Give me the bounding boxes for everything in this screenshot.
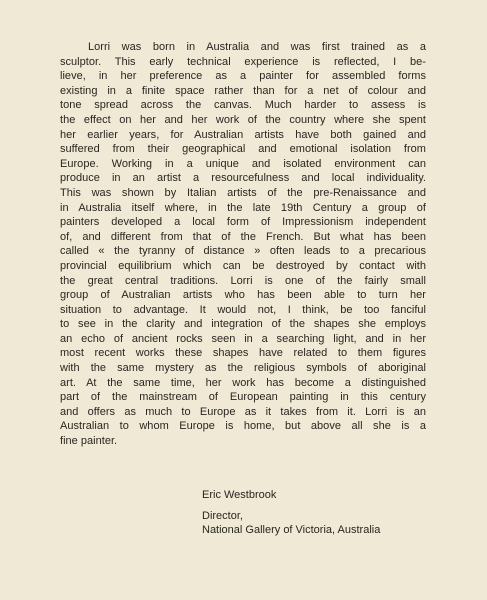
paragraph-line: existing in a finite space rather than for a net of colour and bbox=[60, 84, 426, 97]
paragraph-line: Europe. Working in a unique and isolated environment can bbox=[60, 157, 426, 170]
paragraph-line: the great central traditions. Lorri is one of the fairly small bbox=[60, 274, 426, 287]
signature-institution: National Gallery of Victoria, Australia bbox=[202, 524, 381, 537]
paragraph-line: most recent works these shapes have related to them figures bbox=[60, 347, 426, 360]
paragraph-line: to see in the clarity and integration of the shapes she employs bbox=[60, 318, 426, 331]
paragraph-line: of, and different from that of the French. But what has been bbox=[60, 230, 426, 243]
paragraph-line: group of Australian artists who has been able to turn her bbox=[60, 289, 426, 302]
paragraph-line: situation to advantage. It would not, I think, be too fanciful bbox=[60, 303, 426, 316]
signature-name: Eric Westbrook bbox=[202, 489, 277, 501]
paragraph-line: art. At the same time, her work has become a distinguished bbox=[60, 376, 426, 389]
paragraph-line: called « the tyranny of distance » often leads to a precarious bbox=[60, 245, 426, 258]
paragraph-line: This was shown by Italian artists of the pre-Renaissance and bbox=[60, 186, 426, 199]
paragraph-line: tone spread across the canvas. Much harder to assess is bbox=[60, 99, 426, 112]
paragraph-line: in Australia itself where, in the late 19th Century a group of bbox=[60, 201, 426, 214]
paragraph-line: sculptor. This early technical experience is reflected, I be- bbox=[60, 55, 426, 68]
paragraph-line: the effect on her and her work of the country where she spent bbox=[60, 113, 426, 126]
paragraph-line: her earlier years, for Australian artists have both gained and bbox=[60, 128, 426, 141]
body-paragraph bbox=[60, 40, 426, 449]
paragraph-line: painters developed a local form of Impressionism independent bbox=[60, 216, 426, 229]
paragraph-line: an echo of ancient rocks seen in a searching light, and in her bbox=[60, 332, 426, 345]
paragraph-line: Lorri was born in Australia and was first trained as a bbox=[88, 41, 426, 53]
signature-block bbox=[202, 488, 380, 538]
paragraph-line: lieve, in her preference as a painter for assembled forms bbox=[60, 70, 426, 83]
paragraph-line: with the same mystery as the religious symbols of aboriginal bbox=[60, 362, 426, 375]
signature-title: Director, bbox=[202, 509, 243, 522]
paragraph-line: provincial equilibrium which can be destroyed by contact with bbox=[60, 259, 426, 272]
paragraph-line: part of the mainstream of European painting in this century bbox=[60, 391, 426, 404]
paragraph-line: and offers as much to Europe as it takes from it. Lorri is an bbox=[60, 405, 426, 418]
paragraph-line: fine painter. bbox=[60, 435, 118, 448]
paragraph-line: suffered from their geographical and emotional isolation from bbox=[60, 143, 426, 156]
paragraph-line: Australian to whom Europe is home, but above all she is a bbox=[60, 420, 426, 433]
paragraph-line: produce in an artist a resourcefulness and local individuality. bbox=[60, 172, 426, 185]
